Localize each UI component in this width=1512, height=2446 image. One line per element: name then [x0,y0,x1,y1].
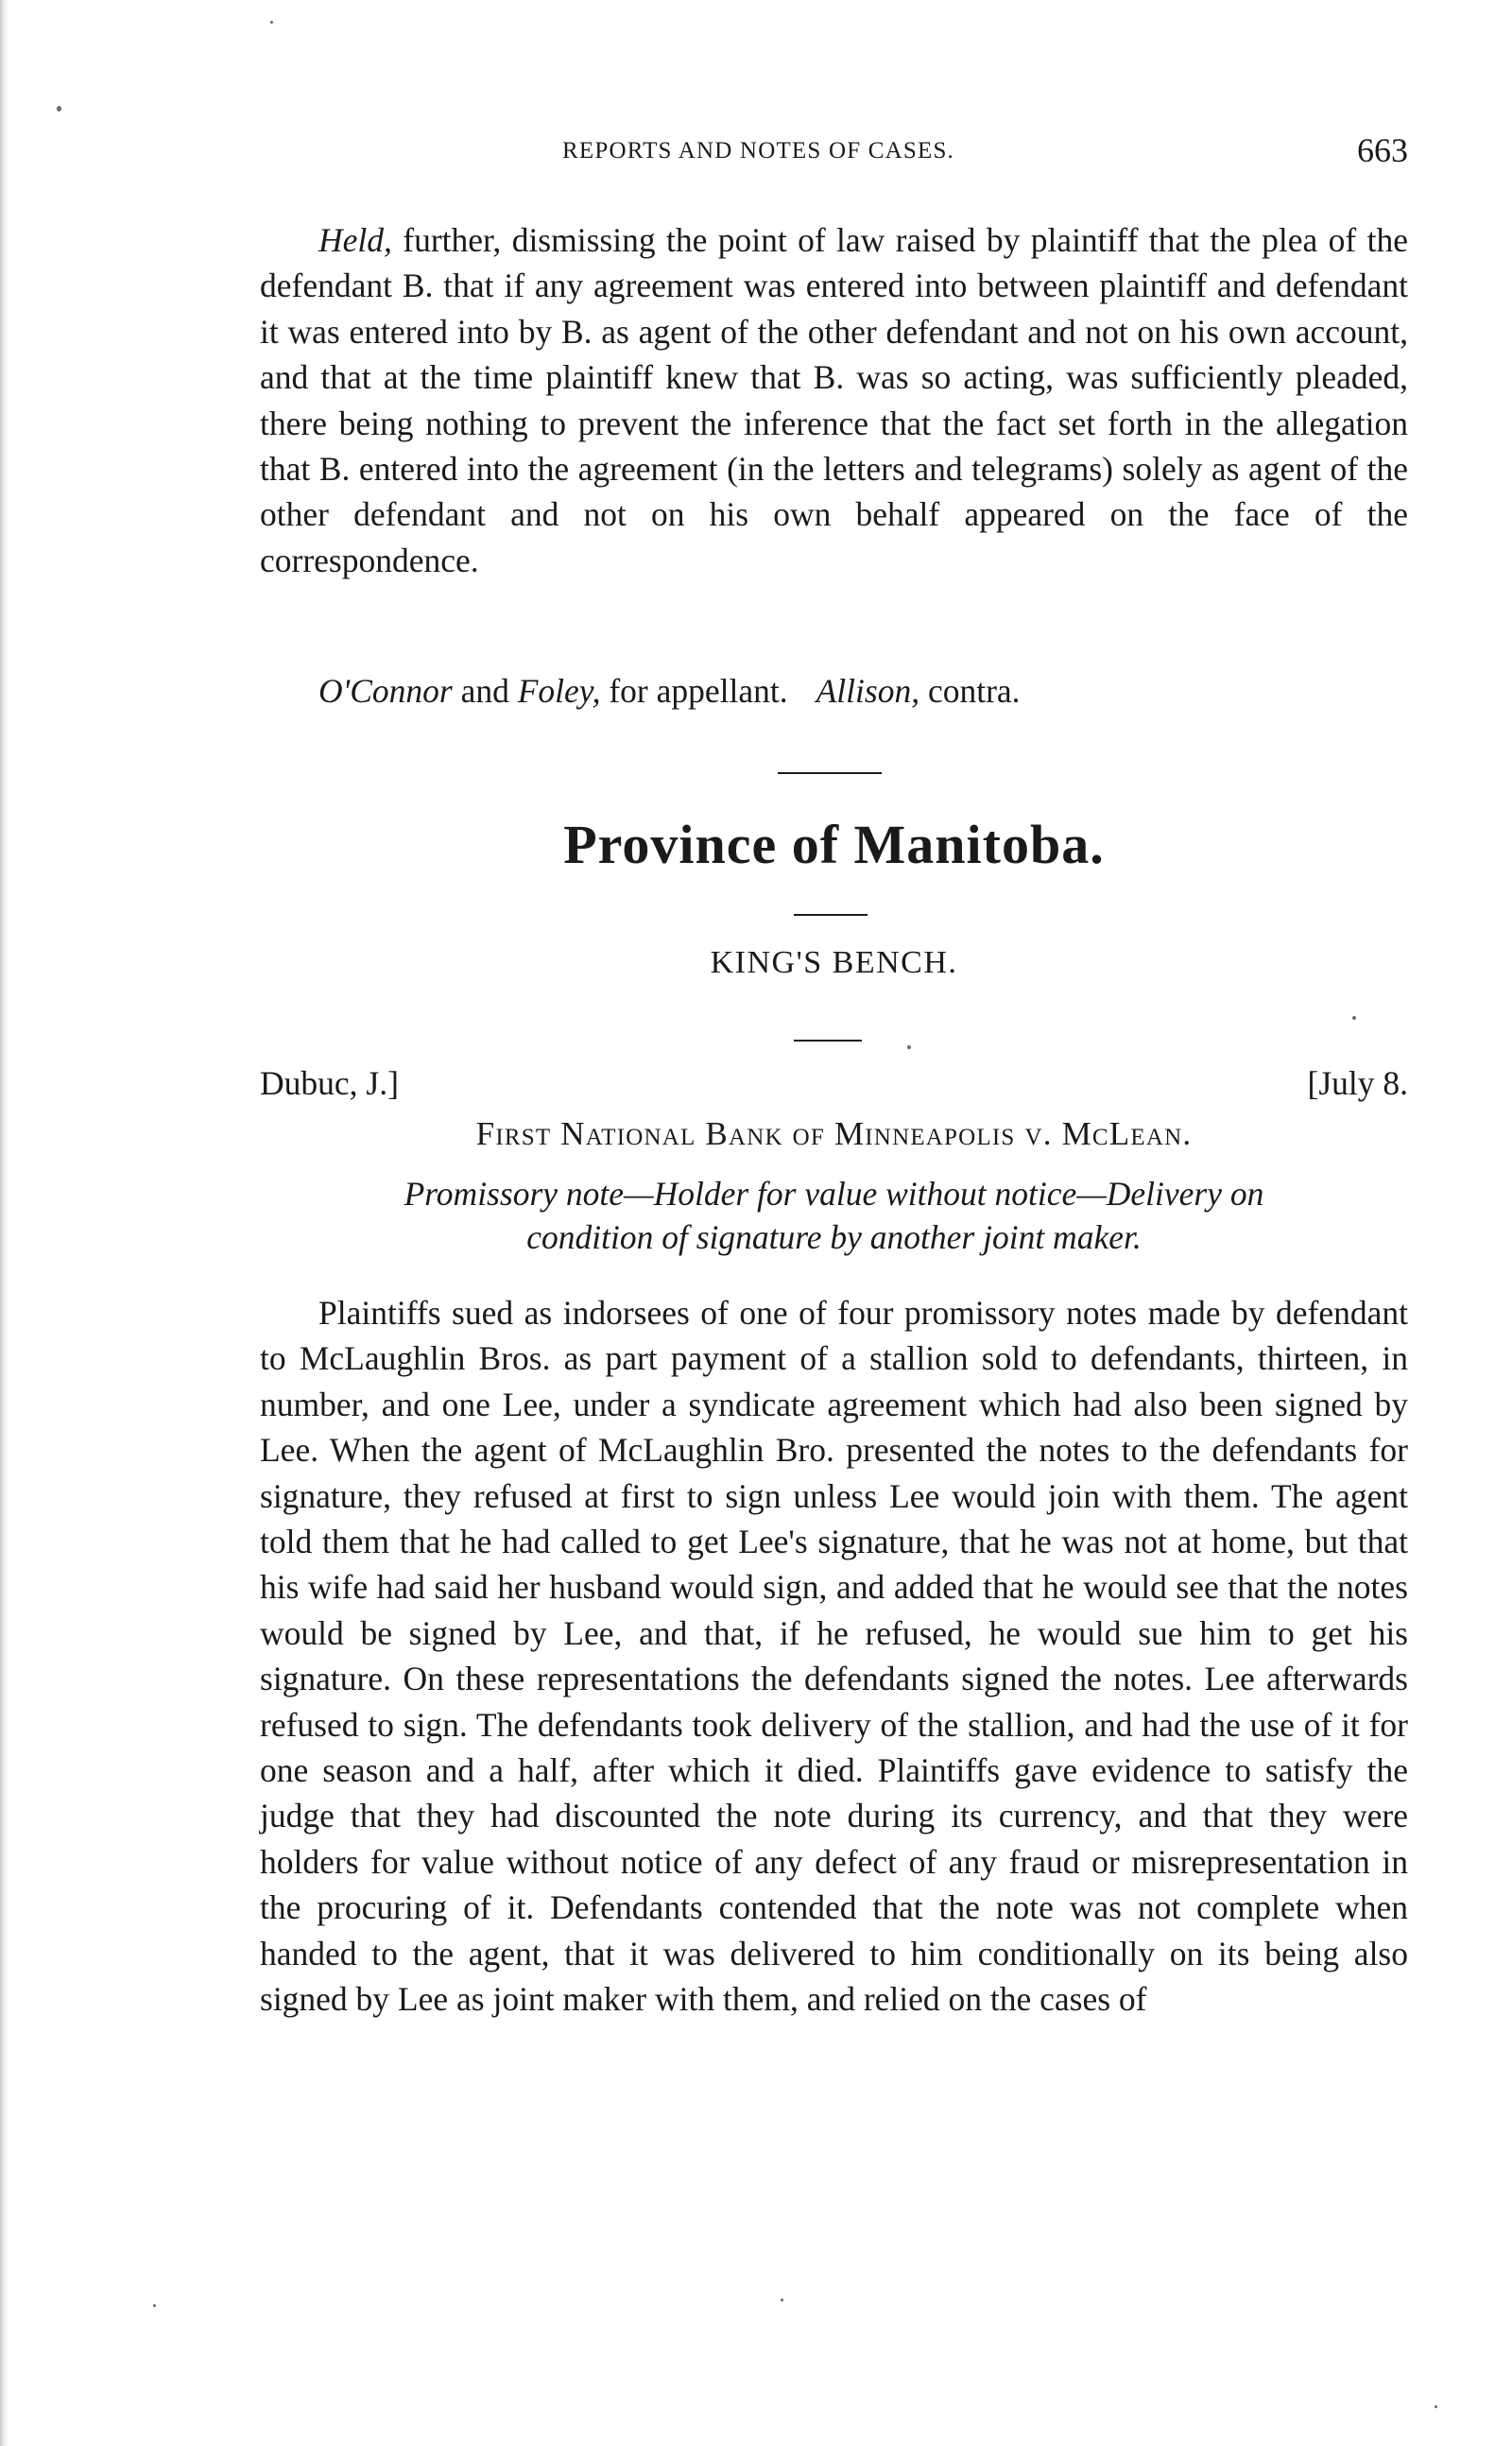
counsel-contra: contra. [919,672,1021,710]
running-head [260,130,1408,168]
scan-speck [270,21,273,24]
scan-speck [1435,2405,1437,2408]
page-number: 663 [1357,131,1408,169]
counsel-appellant-2: Foley, [517,672,601,710]
counsel-and: and [452,672,518,710]
scan-speck [57,106,61,112]
body-text: Plaintiffs sued as indorsees of one of four promissory notes made by defendant to McLaughlin Bros. as part payment of a stallion sold to defendants, thirteen, in number, and one Lee, under a syndicate agreement which had also been signed by Lee. When the agent of McLaughlin Bro. presented the notes to the defendants for signature, they refused at first to sign unless Lee would join with them. The agent told them that he had called to get Lee's signature, that he was not at home, but that his wife had said her husband would sign, and added that he would see that the notes would be signed by Lee, and that, if he refused, he would sue him to get his signature. On these representations the defendants signed the notes. Lee afterwards refused to sign. The defendants took delivery of the stallion, and had the use of it for one season and a half, after which it died. Plaintiffs gave evidence to satisfy the judge that they had discounted the note during its currency, and that they were holders for value without notice of any defect of any fraud or misrepresentation in the procuring of it. Defendants contended that the note was not complete when handed to the agent, that it was delivered to him conditionally on its being also signed by Lee as joint maker with them, and relied on the cases of [260,1294,1408,2019]
headnote [260,1172,1408,1259]
held-text [260,217,1408,583]
decision-date: [July 8. [1307,1064,1408,1102]
scan-speck [907,1045,911,1049]
scan-speck [781,2299,783,2301]
divider-rule-top [778,772,882,774]
headnote-line-2: condition of signature by another joint maker. [526,1218,1142,1256]
scan-speck [153,2304,156,2307]
headnote-line-1: Promissory note—Holder for value without notice—Delivery on [404,1175,1264,1213]
counsel-appellant-1: O'Connor [318,672,453,710]
divider-rule-middle [794,914,868,916]
counsel-line [318,671,1021,711]
divider-rule-bottom [794,1040,862,1042]
running-head-title: REPORTS AND NOTES OF CASES. [562,138,955,164]
held-body: further, dismissing the point of law raised by plaintiff that the plea of the defendant B. that if any agreement was entered into between plaintiff and defendant it was entered into by B. as agent of the other defendant and not on his own account, and that at the time plaintiff knew that B. was so acting, was sufficiently pleaded, there being nothing to prevent the inference that the fact set forth in the allegation that B. entered into the agreement (in the letters and telegrams) solely as agent of the other defendant and not on his own behalf appeared on the face of the correspondence. [260,221,1408,579]
held-lead: Held, [318,221,392,259]
case-name: First National Bank of Minneapolis v. McLean. [475,1115,1193,1152]
court-name: KING'S BENCH. [710,945,958,980]
body-paragraph [260,1290,1408,2023]
counsel-for-appellant: for appellant. [600,672,788,710]
held-paragraph [260,217,1408,583]
judge-name: Dubuc, J.] [260,1064,399,1102]
scan-edge-shadow [0,0,9,2446]
counsel-respondent: Allison, [816,672,920,710]
province-heading: Province of Manitoba. [563,814,1105,875]
scan-speck [1352,1016,1356,1020]
